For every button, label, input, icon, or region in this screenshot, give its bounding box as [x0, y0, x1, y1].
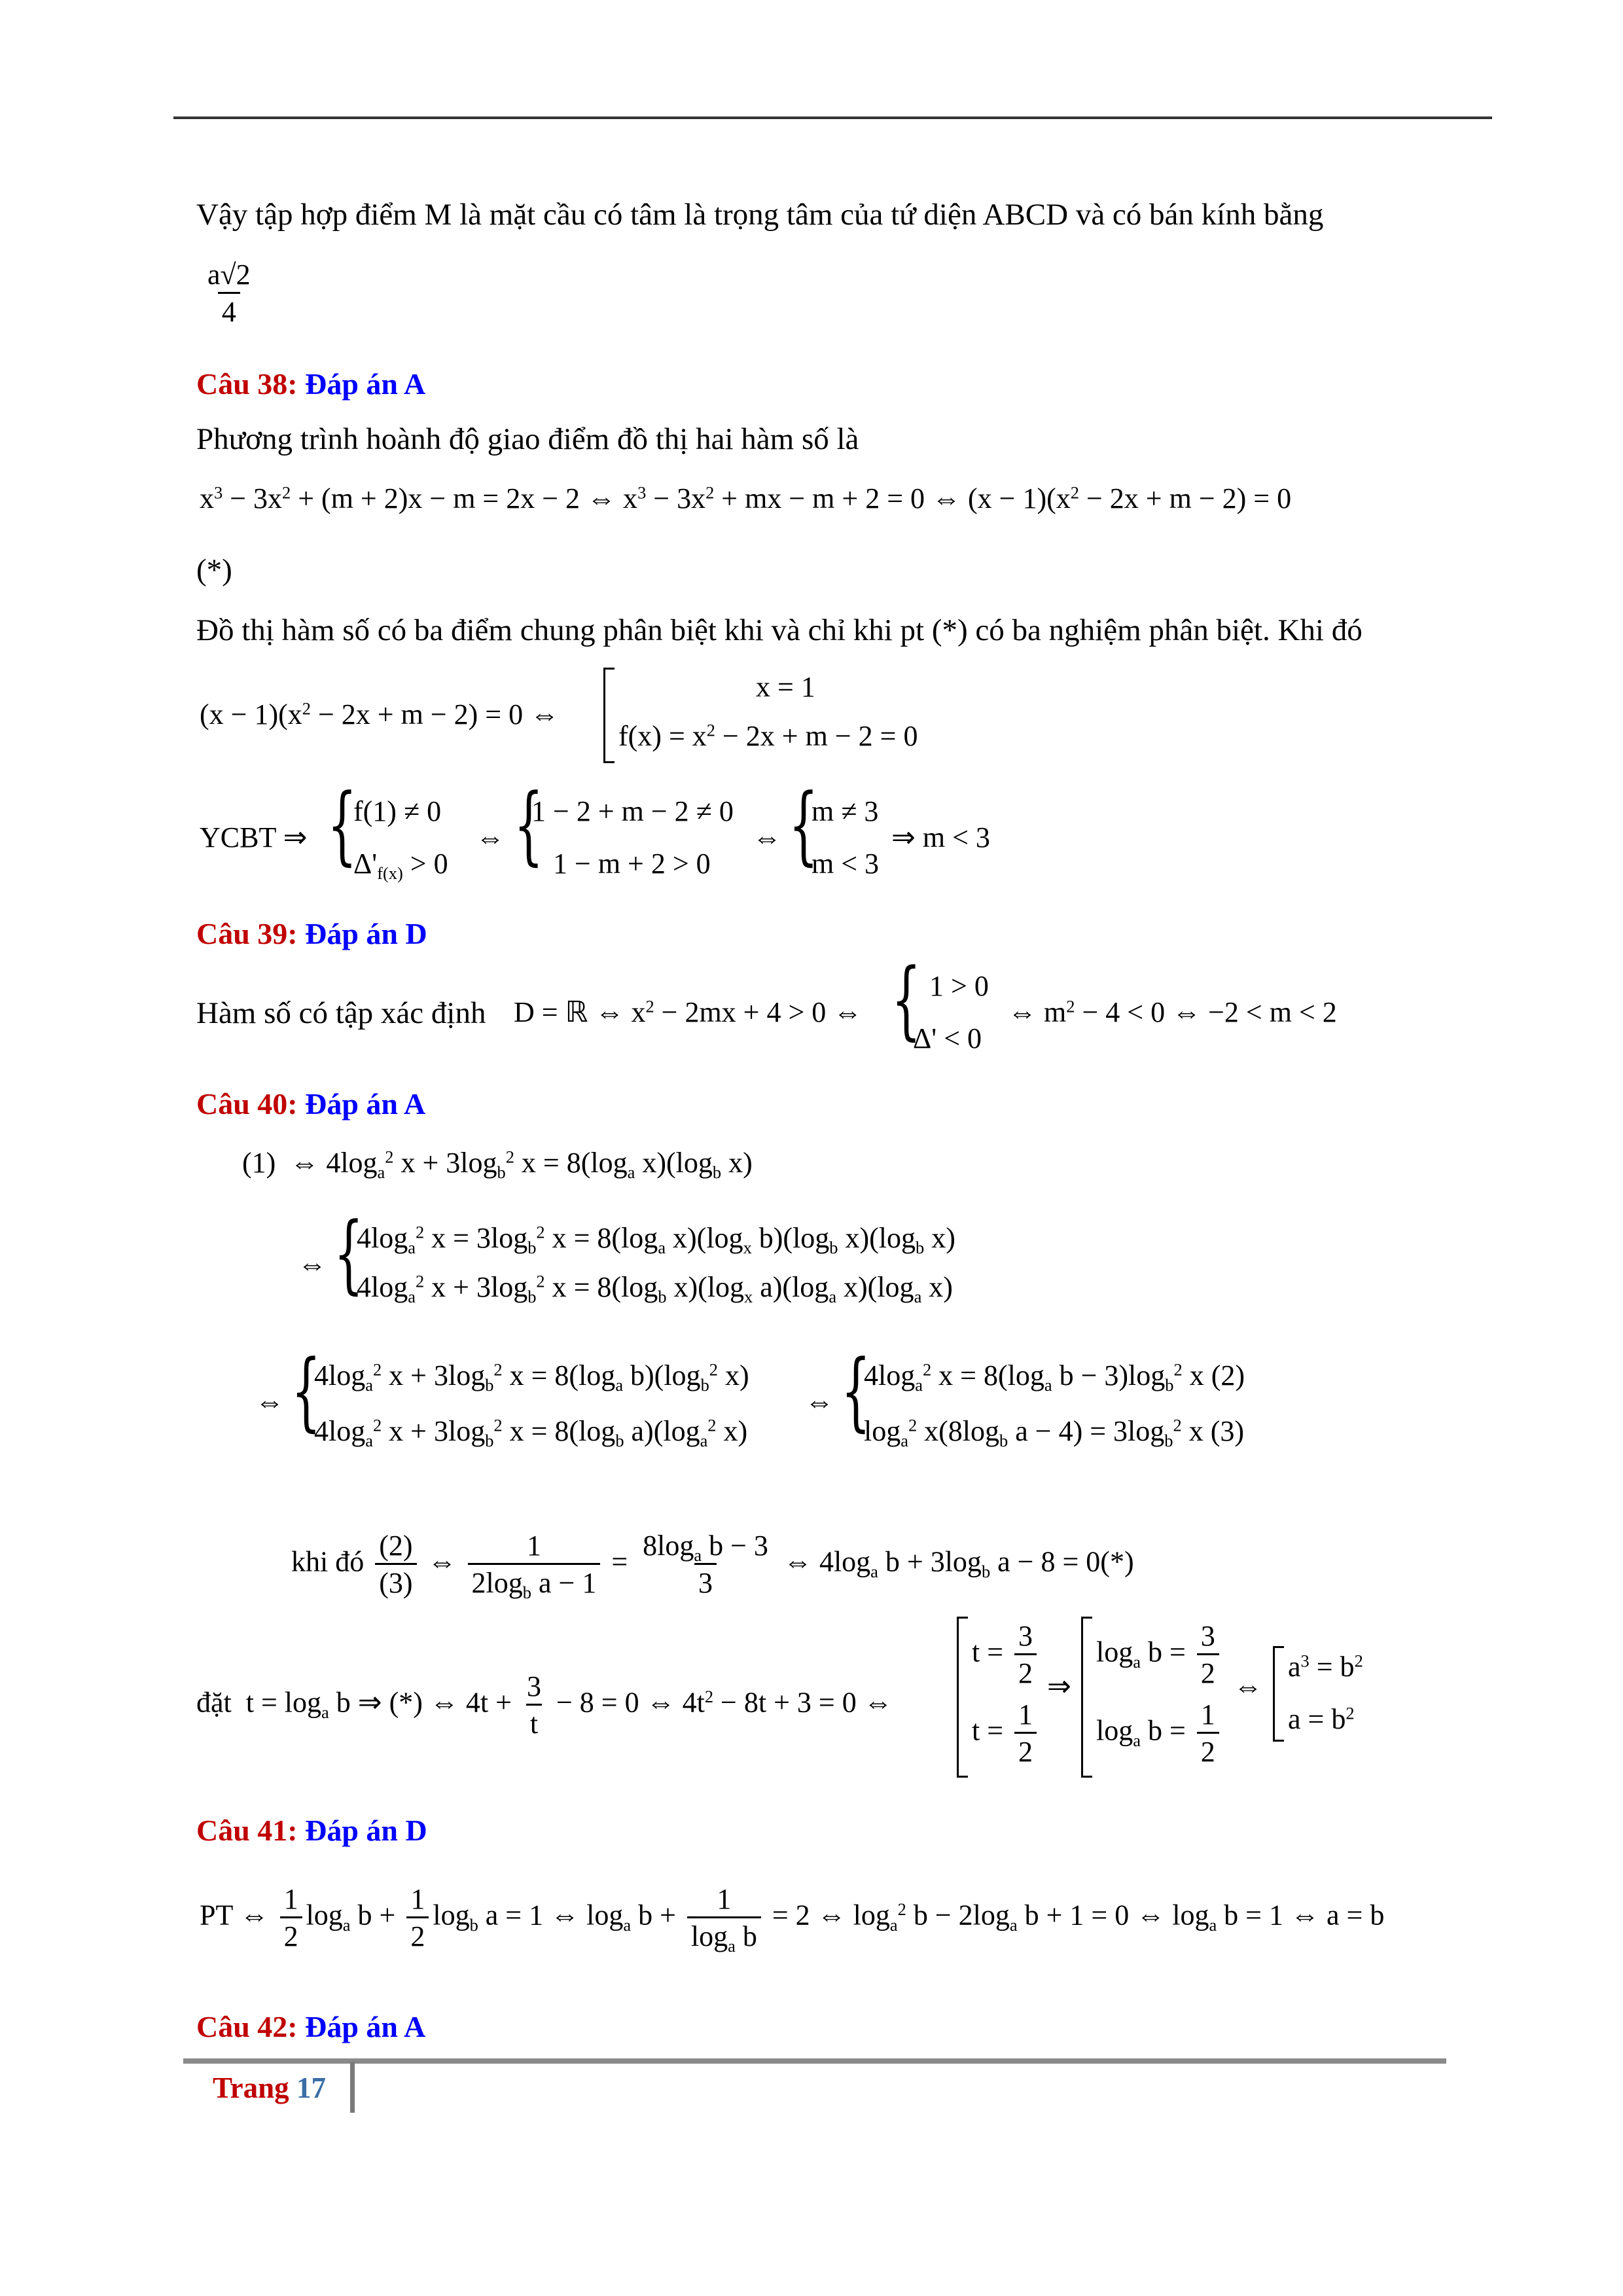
- q40-ab-root1: $a^3 = b^2$: [1288, 1651, 1363, 1683]
- q38-sys2-row2: 1 − m + 2 > 0: [553, 848, 711, 880]
- q38-brace-3: {: [789, 775, 819, 874]
- q38-sys2-row1: 1 − 2 + m − 2 ≠ 0: [531, 795, 734, 827]
- q40-brace-c: {: [841, 1341, 871, 1441]
- q39-label: Câu 39:: [196, 917, 298, 950]
- q38-brace-2: {: [514, 775, 544, 874]
- q40-brace-b: {: [291, 1341, 321, 1441]
- q40-label: Câu 40:: [196, 1087, 298, 1121]
- footer-label: Trang: [213, 2072, 289, 2104]
- q40-step1: (1) ⇔ $4\log_a^2$ $x + 3\log_b^2$ $x = 8(\log_a$ $x)(\log_b$ x): [242, 1147, 753, 1183]
- q38-heading: [196, 367, 425, 401]
- q42-answer: Đáp án A: [305, 2010, 426, 2043]
- q40-t-root1: t = $\frac{3}{2}$: [972, 1622, 1041, 1688]
- q39-sys-row1: 1 > 0: [929, 970, 989, 1002]
- q39-result: ⇔ $m^2 - 4 < 0$ ⇔ −2 < m < 2: [1008, 996, 1337, 1028]
- q40-khi-do-line: khi đó $\frac{(2)}{(3)}$ ⇔ $\frac{1}{2\log_b a - 1}$ = $\frac{8\log_a b - 3}{3}$ ⇔ $4\log_a$ $b + 3\log_b$ a − 8 = 0(*): [291, 1530, 1134, 1603]
- footer-divider: [350, 2062, 355, 2113]
- q38-condition: Đồ thị hàm số có ba điểm chung phân biệt khi và chỉ khi pt (*) có ba nghiệm phân biệt. Khi đó: [196, 613, 1363, 647]
- q40-sys-b-row1: $4\log_a^2$ $x + 3\log_b^2$ $x = 8(\log_a$ $b)(\log_b^2$ x): [314, 1359, 749, 1395]
- q40-bracket-ab: [1273, 1646, 1284, 1742]
- q39-answer: Đáp án D: [305, 917, 427, 950]
- radius-fraction: [200, 260, 259, 327]
- q42-heading: [196, 2009, 425, 2044]
- radius-denominator: 4: [218, 292, 240, 327]
- q38-ycbt-label: YCBT: [200, 821, 276, 853]
- radius-numerator: a√2: [207, 259, 251, 291]
- conclusion-text: Vậy tập hợp điểm M là mặt cầu có tâm là trọng tâm của tứ diện ABCD và có bán kính bằng: [196, 198, 1324, 232]
- q38-solution-bracket: [603, 668, 615, 763]
- q40-equiv-c: ⇔: [805, 1386, 834, 1418]
- q40-sys-a-row2: $4\log_a^2$ $x + 3\log_b^2$ $x = 8(\log_b$ $x)(\log_x$ $a)(\log_a$ $x)(\log_a$ x): [357, 1271, 953, 1307]
- q40-bracket-log: [1081, 1617, 1092, 1778]
- q39-heading: [196, 916, 427, 951]
- q40-equiv-d: ⇔: [1234, 1670, 1262, 1702]
- q41-heading: [196, 1813, 427, 1848]
- q40-answer: Đáp án A: [305, 1087, 426, 1121]
- q40-log-root2: $\log_a b$ = $\frac{1}{2}$: [1096, 1700, 1223, 1767]
- q42-label: Câu 42:: [196, 2010, 298, 2043]
- q38-result: ⇒ m < 3: [891, 821, 990, 853]
- q38-equiv-1: ⇔: [476, 821, 505, 853]
- q40-t-root2: t = $\frac{1}{2}$: [972, 1700, 1041, 1767]
- q41-pt-label: PT: [200, 1899, 233, 1931]
- footer-rule: [183, 2058, 1446, 2064]
- q41-equation: PT ⇔ $\frac{1}{2}$ $\log_a b$ + $\frac{1}{2}$ $\log_b a = 1$ ⇔ $\log_a b$ + $\frac{1}{\log_a b}$ = 2 ⇔ $\log_a^2 b - 2\log_a$ b + 1 = 0 ⇔ $\log_a b = 1$ ⇔ a = b: [200, 1883, 1385, 1956]
- q40-sys-a-row1: $4\log_a^2$ $x = 3\log_b^2$ $x = 8(\log_a$ $x)(\log_x$ $b)(\log_b$ $x)(\log_b$ x): [357, 1222, 955, 1258]
- q39-intro: Hàm số có tập xác định: [196, 996, 486, 1030]
- q38-quadratic: $f(x) = x^2 - 2x + m - 2 = 0$: [618, 720, 918, 752]
- q40-sys-c-row1: $4\log_a^2$ $x = 8(\log_a$ $b - 3)\log_b^2$ x (2): [864, 1359, 1245, 1395]
- page-footer: [213, 2071, 326, 2105]
- q40-dat-line: đặt $t = \log_a b$ ⇒ (*) ⇔ 4t + $\frac{3}{t}$ − 8 = 0 ⇔ $4t^2 - 8t + 3 = 0$ ⇔: [196, 1670, 893, 1740]
- q38-sys1-row2: $\Delta'_{f(x)} > 0$: [353, 848, 448, 884]
- q38-equiv-2: ⇔: [753, 821, 781, 853]
- q40-khi-do-label: khi đó: [291, 1545, 365, 1578]
- q39-domain-eq: D = ℝ ⇔ $x^2 - 2mx + 4 > 0$ ⇔: [514, 996, 863, 1028]
- q40-log-root1: $\log_a b$ = $\frac{3}{2}$: [1096, 1622, 1223, 1688]
- q40-brace-a: {: [334, 1204, 364, 1303]
- q38-factor-eq: $(x - 1)(x^2 - 2x + m - 2) = 0$ ⇔: [200, 698, 560, 730]
- q40-dat-label: đặt: [196, 1686, 232, 1719]
- q38-label: Câu 38:: [196, 367, 298, 401]
- q38-intro: Phương trình hoành độ giao điểm đồ thị hai hàm số là: [196, 422, 859, 456]
- q38-answer: Đáp án A: [305, 367, 426, 401]
- q40-ab-root2: $a = b^2$: [1288, 1703, 1355, 1735]
- q38-main-equation: $x^3 - 3x^2 + (m + 2)x - m = 2x - 2$ ⇔ $x^3 - 3x^2$ + mx − m + 2 = 0 ⇔ $(x - 1)(x^2 - 2x + m - 2) = 0$: [200, 482, 1292, 514]
- q38-sys3-row2: m < 3: [812, 848, 880, 880]
- q38-sys3-row1: m ≠ 3: [812, 795, 879, 827]
- q40-step-label: (1): [242, 1147, 276, 1179]
- q40-equiv-a: ⇔: [298, 1248, 327, 1280]
- q38-sys1-row1: f(1) ≠ 0: [353, 795, 442, 827]
- q40-heading: [196, 1086, 425, 1121]
- header-rule: [173, 117, 1492, 119]
- q41-label: Câu 41:: [196, 1814, 298, 1847]
- q38-eq-tag: (*): [196, 553, 232, 587]
- q40-sys-b-row2: $4\log_a^2$ $x + 3\log_b^2$ $x = 8(\log_b$ $a)(\log_a^2$ x): [314, 1415, 748, 1451]
- q40-implies: ⇒: [1047, 1670, 1071, 1702]
- q38-brace-1: {: [327, 775, 357, 874]
- q40-bracket-t: [957, 1617, 968, 1778]
- q38-ycbt-line: YCBT ⇒: [200, 821, 308, 853]
- page-number: 17: [296, 2072, 326, 2104]
- q39-sys-row2: Δ' < 0: [913, 1022, 982, 1054]
- q41-answer: Đáp án D: [305, 1814, 427, 1847]
- q38-root-x1: x = 1: [756, 671, 815, 703]
- q39-brace: {: [891, 950, 921, 1049]
- q40-equiv-b: ⇔: [255, 1386, 284, 1418]
- q40-sys-c-row2: $\log_a^2 x(8\log_b$ $a - 4) = 3\log_b^2$ x (3): [864, 1415, 1245, 1451]
